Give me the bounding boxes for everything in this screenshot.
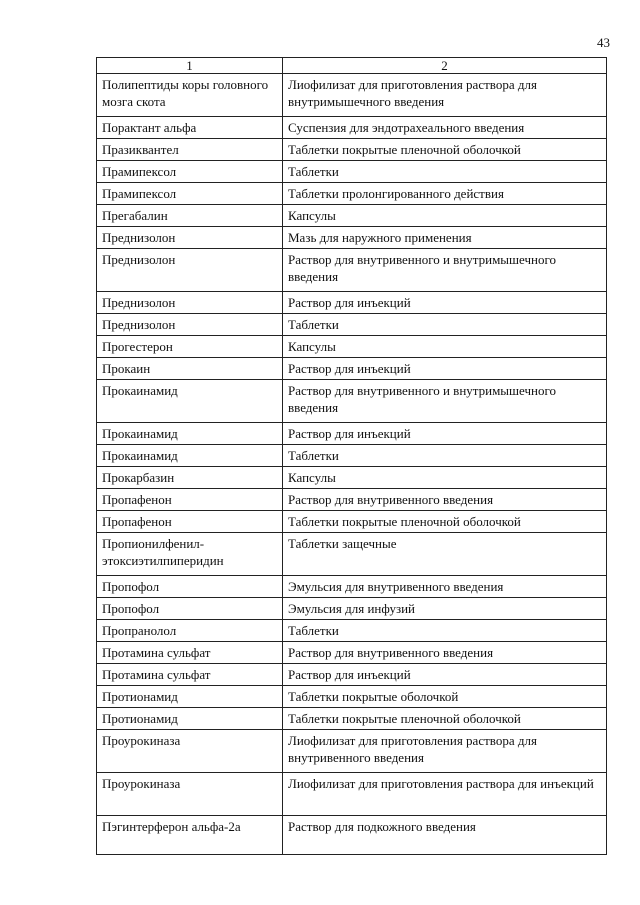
dosage-form-cell: Раствор для инъекций [283,292,607,314]
drug-name-cell: Преднизолон [97,292,283,314]
drug-name-cell: Порактант альфа [97,117,283,139]
dosage-form-cell: Лиофилизат для приготовления раствора для внутривенного введения [283,730,607,773]
table-row [97,183,607,205]
dosage-form-cell: Таблетки [283,314,607,336]
drug-name-cell: Преднизолон [97,249,283,292]
table-row [97,249,607,292]
column-header-1: 1 [97,58,283,74]
table-row [97,445,607,467]
dosage-form-cell: Лиофилизат для приготовления раствора для внутримышечного введения [283,74,607,117]
table-row [97,227,607,249]
table-row [97,161,607,183]
table-row [97,467,607,489]
drug-name-cell: Протионамид [97,686,283,708]
drug-name-cell: Прогестерон [97,336,283,358]
table-row [97,358,607,380]
dosage-form-cell: Раствор для внутривенного введения [283,642,607,664]
drug-name-cell: Прокарбазин [97,467,283,489]
dosage-form-cell: Таблетки пролонгированного действия [283,183,607,205]
drug-name-cell: Пропофол [97,576,283,598]
drug-name-cell: Преднизолон [97,314,283,336]
drug-name-cell: Преднизолон [97,227,283,249]
table-row [97,620,607,642]
dosage-form-cell: Раствор для внутривенного введения [283,489,607,511]
dosage-form-cell: Капсулы [283,205,607,227]
dosage-form-cell: Раствор для инъекций [283,664,607,686]
drug-name-cell: Проурокиназа [97,773,283,816]
drug-name-cell: Прокаинамид [97,445,283,467]
dosage-form-cell: Раствор для внутривенного и внутримышечного введения [283,249,607,292]
table-row [97,533,607,576]
drug-name-cell: Прокаинамид [97,423,283,445]
table-row [97,664,607,686]
table-row [97,576,607,598]
dosage-form-cell: Таблетки защечные [283,533,607,576]
table-row [97,314,607,336]
table-row [97,336,607,358]
table-row [97,423,607,445]
drug-name-cell: Прамипексол [97,161,283,183]
table-row [97,708,607,730]
drug-name-cell: Пропранолол [97,620,283,642]
drug-name-cell: Прокаинамид [97,380,283,423]
table-row [97,292,607,314]
dosage-form-cell: Мазь для наружного применения [283,227,607,249]
drug-name-cell: Пэгинтерферон альфа-2а [97,816,283,855]
page-number: 43 [597,35,610,50]
table-header-row [97,58,607,74]
drug-name-cell: Протамина сульфат [97,664,283,686]
table-row [97,74,607,117]
dosage-form-cell: Таблетки покрытые пленочной оболочкой [283,708,607,730]
table-row [97,139,607,161]
table-row [97,380,607,423]
drug-name-cell: Пропофол [97,598,283,620]
dosage-form-cell: Раствор для инъекций [283,423,607,445]
table-row [97,489,607,511]
dosage-form-cell: Раствор для инъекций [283,358,607,380]
drug-name-cell: Пропафенон [97,489,283,511]
dosage-form-cell: Таблетки покрытые пленочной оболочкой [283,139,607,161]
dosage-form-cell: Таблетки покрытые пленочной оболочкой [283,511,607,533]
dosage-form-cell: Эмульсия для внутривенного введения [283,576,607,598]
table-row [97,642,607,664]
table-row [97,773,607,816]
drug-name-cell: Протионамид [97,708,283,730]
dosage-form-cell: Капсулы [283,336,607,358]
dosage-form-cell: Таблетки покрытые оболочкой [283,686,607,708]
table-row [97,816,607,855]
drug-forms-table [96,57,607,855]
dosage-form-cell: Таблетки [283,161,607,183]
drug-name-cell: Пропионилфенил-этоксиэтилпиперидин [97,533,283,576]
dosage-form-cell: Таблетки [283,620,607,642]
drug-name-cell: Полипептиды коры головного мозга скота [97,74,283,117]
dosage-form-cell: Эмульсия для инфузий [283,598,607,620]
table-row [97,117,607,139]
dosage-form-cell: Раствор для внутривенного и внутримышечного введения [283,380,607,423]
table-row [97,205,607,227]
drug-name-cell: Празиквантел [97,139,283,161]
drug-name-cell: Проурокиназа [97,730,283,773]
dosage-form-cell: Лиофилизат для приготовления раствора для инъекций [283,773,607,816]
table-row [97,730,607,773]
drug-name-cell: Пропафенон [97,511,283,533]
dosage-form-cell: Таблетки [283,445,607,467]
drug-name-cell: Протамина сульфат [97,642,283,664]
drug-name-cell: Прокаин [97,358,283,380]
table-row [97,598,607,620]
dosage-form-cell: Раствор для подкожного введения [283,816,607,855]
dosage-form-cell: Капсулы [283,467,607,489]
drug-name-cell: Прегабалин [97,205,283,227]
dosage-form-cell: Суспензия для эндотрахеального введения [283,117,607,139]
table-row [97,511,607,533]
column-header-2: 2 [283,58,607,74]
table-row [97,686,607,708]
drug-name-cell: Прамипексол [97,183,283,205]
